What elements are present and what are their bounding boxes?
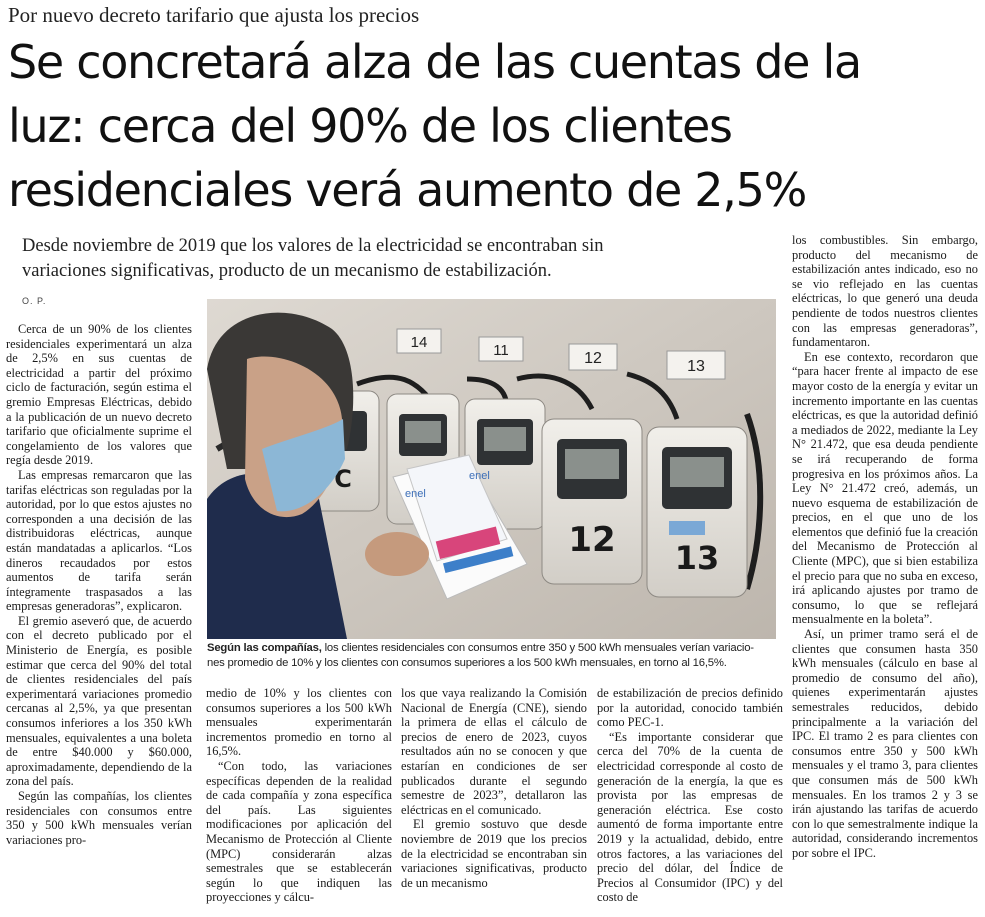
byline: O. P. — [22, 296, 47, 306]
headline-line: Se concretará alza de las cuentas de la — [8, 35, 861, 89]
paragraph: Según las compañías, los clientes residenciales con consumos entre 350 y 500 kWh mensuales verían variaciones pro- — [6, 789, 192, 847]
meter-tag-14: 14 — [410, 334, 428, 351]
photo-electric-meters — [207, 299, 776, 639]
paragraph: Cerca de un 90% de los clientes residenciales experimentará un alza de 2,5% en sus cuentas de electricidad a partir del próximo ciclo de facturación, según estima el gremio Empresas Eléctricas, debido a la publicación de un nuevo decreto tarifario que oficialmente suprime el congelamiento de los valores que regía desde 2019. — [6, 322, 192, 468]
meter-12 — [542, 419, 642, 584]
kicker: Por nuevo decreto tarifario que ajusta los precios — [8, 3, 420, 27]
article-column-5 — [792, 233, 978, 913]
article-column-2 — [206, 686, 392, 912]
meter-tag-13: 13 — [687, 358, 705, 375]
headline-line: luz: cerca del 90% de los clientes — [8, 99, 732, 153]
paragraph: En ese contexto, recordaron que “para hacer frente al impacto de ese mayor costo de la energía y evitar un incremento importante en las cuentas eléctricas, es que la autoridad definió a mediados de 2022, mediante la Ley N° 21.472, que esa deuda pendiente se irá recuperando de forma progresiva en los próximos años. La Ley N° 21.472 creó, además, un nuevo esquema de estabilización de precios, en el que uno de los elementos que definió fue la creación del Mecanismo de Protección al Cliente (MPC), que si bien estabiliza el precio para que no suba en exceso, irá aplicando ajustes por tramo de consumo, lo que se reflejará mensualmente en la boleta”. — [792, 349, 978, 627]
subhead-line: variaciones significativas, producto de un mecanismo de estabilización. — [22, 261, 552, 281]
paragraph: los combustibles. Sin embargo, producto del mecanismo de estabilización antes indicado, eso no se vio reflejado en las cuentas eléctricas, lo que generó una deuda pendiente de todos nuestros clientes con las empresas generadoras”, fundamentaron. — [792, 233, 978, 350]
photo-caption — [207, 641, 779, 670]
paragraph: de estabilización de precios definido por la autoridad, conocido también como PEC-1. — [597, 686, 783, 730]
paragraph: Las empresas remarcaron que las tarifas eléctricas son reguladas por la autoridad, por lo que estos ajustes no corresponden a una decisión de las distribuidoras eléctricas, aunque están mandatadas a aplicarlos. “Los dineros recaudados por estos aumentos de tarifa serán íntegramente traspasados a las empresas generadoras”, explicaron. — [6, 467, 192, 614]
article-column-4 — [597, 686, 783, 912]
article-column-3 — [401, 686, 587, 912]
meter-number-13: 13 — [674, 539, 720, 577]
caption-text: los clientes residenciales con consumos entre 350 y 500 kWh mensuales verían variacio- — [321, 642, 754, 654]
caption-lead: Según las compañías, — [207, 642, 322, 654]
paragraph: El gremio aseveró que, de acuerdo con el decreto publicado por el Ministerio de Energía, es posible estimar que cerca del 90% del total de clientes residenciales del país experimentará variaciones promedio cercanas al 2,5%, ya que presentan consumos inferiores a los 350 kWh mensuales, equivalentes a una boleta de entre $40.000 y $60.000, aproximadamente, dependiendo de la zona del país. — [6, 613, 192, 789]
bill-brand: enel — [405, 488, 426, 500]
headline-line: residenciales verá aumento de 2,5% — [8, 163, 806, 217]
meter-tag-11: 11 — [493, 342, 509, 359]
paragraph: Así, un primer tramo será el de clientes que consumen hasta 350 kWh mensuales (cálculo en base al promedio de consumo del año), quienes experimentarán ajustes semestrales reducidos, debido principalmente a la variación del IPC. El tramo 2 es para clientes con consumos entre 350 y 500 kWh mensuales y el tramo 3, para clientes que consumen más de 500 kWh mensuales. En los tramos 2 y 3 se irán ajustando las tarifas de acuerdo con lo que semestralmente indique la autoridad, considerando incrementos por sobre el IPC. — [792, 627, 978, 860]
bill-brand: enel — [469, 470, 490, 482]
meter-number-12: 12 — [568, 520, 616, 560]
meters-illustration — [207, 299, 776, 639]
caption-text: nes promedio de 10% y los clientes con consumos superiores a los 500 kWh mensuales, en torno al 16,5%. — [207, 656, 727, 669]
paragraph: “Con todo, las variaciones específicas dependen de la realidad de cada compañía y zona específica del país. Las siguientes modificaciones por aplicación del Mecanismo de Protección al Cliente (MPC) considerarán alzas semestrales que se establecerán según lo que indiquen las proyecciones y cálcu- — [206, 758, 392, 905]
paragraph: “Es importante considerar que cerca del 70% de la cuenta de electricidad corresponde al costo de generación de la energía, la que es provista por las empresas de generación eléctrica. Ese costo aumentó de forma importante entre 2019 y la actualidad, debido, entre otros factores, a las variaciones del precio del dólar, del Índice de Precios al Consumidor (IPC) y del costo de — [597, 729, 783, 905]
meter-number-c: C — [334, 465, 352, 493]
meter-13 — [647, 427, 747, 597]
subhead-line: Desde noviembre de 2019 que los valores de la electricidad se encontraban sin — [22, 236, 604, 256]
meter-tag-12: 12 — [584, 350, 602, 367]
paragraph: los que vaya realizando la Comisión Nacional de Energía (CNE), siendo la primera de ellas el cálculo de precios de enero de 2023, cuyos resultados aún no se conocen y que estarían en condiciones de ser publicados durante el segundo semestre de 2023”, detallaron las eléctricas en el comunicado. — [401, 686, 587, 817]
headline — [8, 30, 978, 222]
paragraph: El gremio sostuvo que desde noviembre de 2019 que los precios de la electricidad se encontraban sin variaciones significativas, producto de un mecanismo — [401, 817, 587, 890]
article-column-1 — [6, 322, 192, 912]
paragraph: medio de 10% y los clientes con consumos superiores a los 500 kWh mensuales experimentarán incrementos promedio en torno al 16,5%. — [206, 686, 392, 759]
subhead — [22, 234, 762, 284]
